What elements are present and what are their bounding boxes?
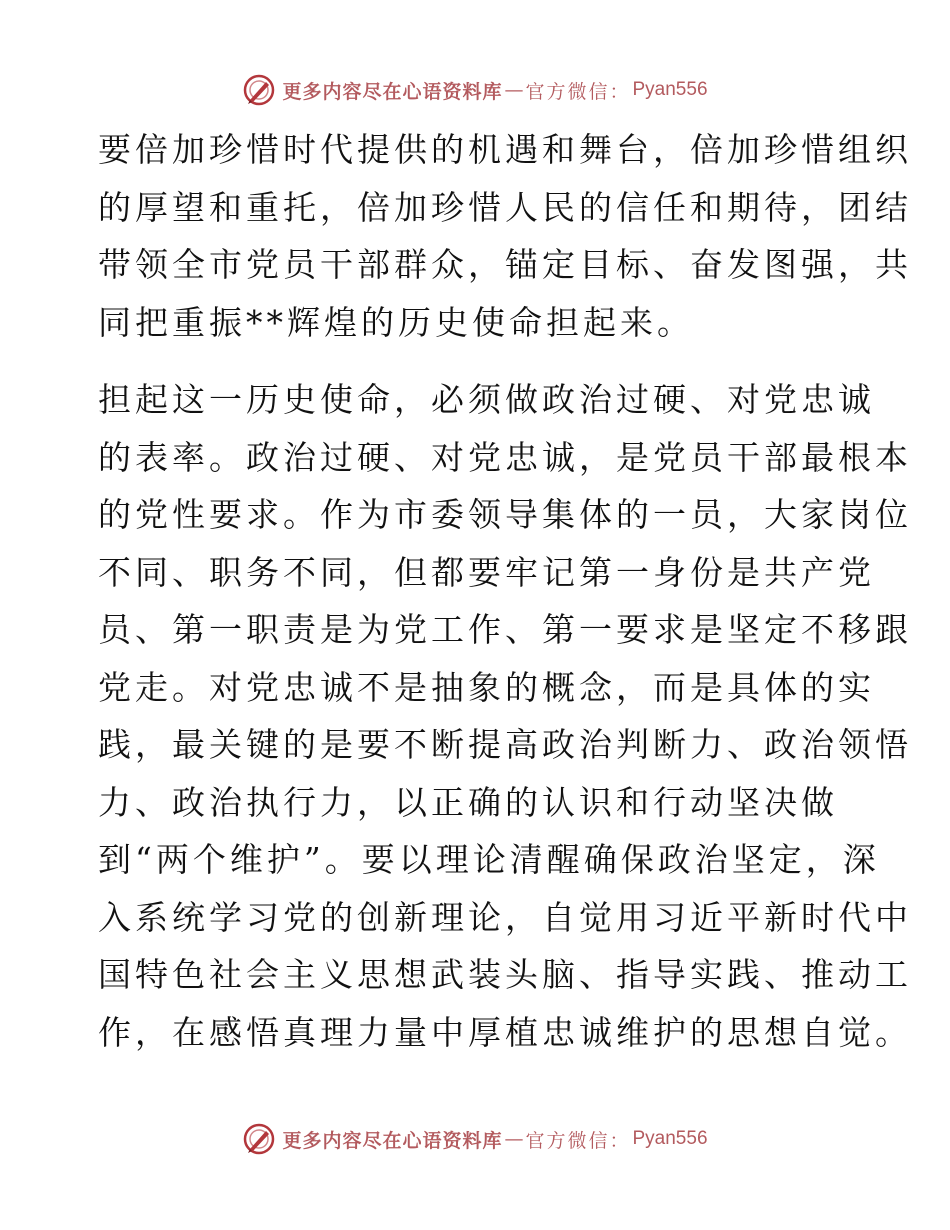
watermark-handle: Pyan556 — [632, 79, 708, 100]
watermark-banner-bottom — [0, 1119, 950, 1159]
text-line: 带领全市党员干部群众，锚定目标、奋发图强，共 — [98, 245, 912, 284]
document-body — [98, 121, 912, 1061]
text-line: 入系统学习党的创新理论，自觉用习近平新时代中 — [98, 897, 912, 937]
watermark-handle: Pyan556 — [632, 1128, 708, 1149]
text-line: 不同、职务不同，但都要牢记第一身份是共产党 — [98, 552, 875, 592]
watermark-brand-text: 更多内容尽在心语资料库 — [282, 1129, 503, 1152]
text-line: 力、政治执行力，以正确的认识和行动坚决做 — [98, 782, 838, 822]
text-line: 员、第一职责是为党工作、第一要求是坚定不移跟 — [98, 610, 912, 649]
watermark-wechat-label: 官方微信： — [525, 80, 631, 103]
watermark-dash: — — [504, 1128, 524, 1150]
quill-logo-icon — [242, 1122, 276, 1156]
text-line: 担起这一历史使命，必须做政治过硬、对党忠诚 — [98, 380, 875, 419]
watermark-brand-text: 更多内容尽在心语资料库 — [282, 80, 503, 103]
watermark-wechat-label: 官方微信： — [525, 1129, 631, 1152]
text-line: 的表率。政治过硬、对党忠诚，是党员干部最根本 — [98, 437, 912, 477]
text-line: 的厚望和重托，倍加珍惜人民的信任和期待，团结 — [98, 187, 912, 227]
paragraph-1 — [98, 121, 912, 351]
text-line: 作，在感悟真理力量中厚植忠诚维护的思想自觉。 — [98, 1012, 912, 1052]
watermark-dash: — — [504, 79, 524, 101]
text-line: 同把重振**辉煌的历史使命担起来。 — [98, 302, 694, 342]
text-line: 国特色社会主义思想武装头脑、指导实践、推动工 — [98, 955, 912, 994]
watermark-banner-top — [0, 70, 950, 110]
text-line: 的党性要求。作为市委领导集体的一员，大家岗位 — [98, 495, 912, 534]
text-line: 党走。对党忠诚不是抽象的概念，而是具体的实 — [98, 667, 875, 707]
text-line: 践，最关键的是要不断提高政治判断力、政治领悟 — [98, 725, 912, 764]
paragraph-spacer — [98, 351, 858, 371]
text-line: 要倍加珍惜时代提供的机遇和舞台，倍加珍惜组织 — [98, 130, 912, 169]
paragraph-2 — [98, 371, 912, 1061]
quill-logo-icon — [242, 73, 276, 107]
text-line: 到“两个维护”。要以理论清醒确保政治坚定，深 — [98, 840, 880, 879]
